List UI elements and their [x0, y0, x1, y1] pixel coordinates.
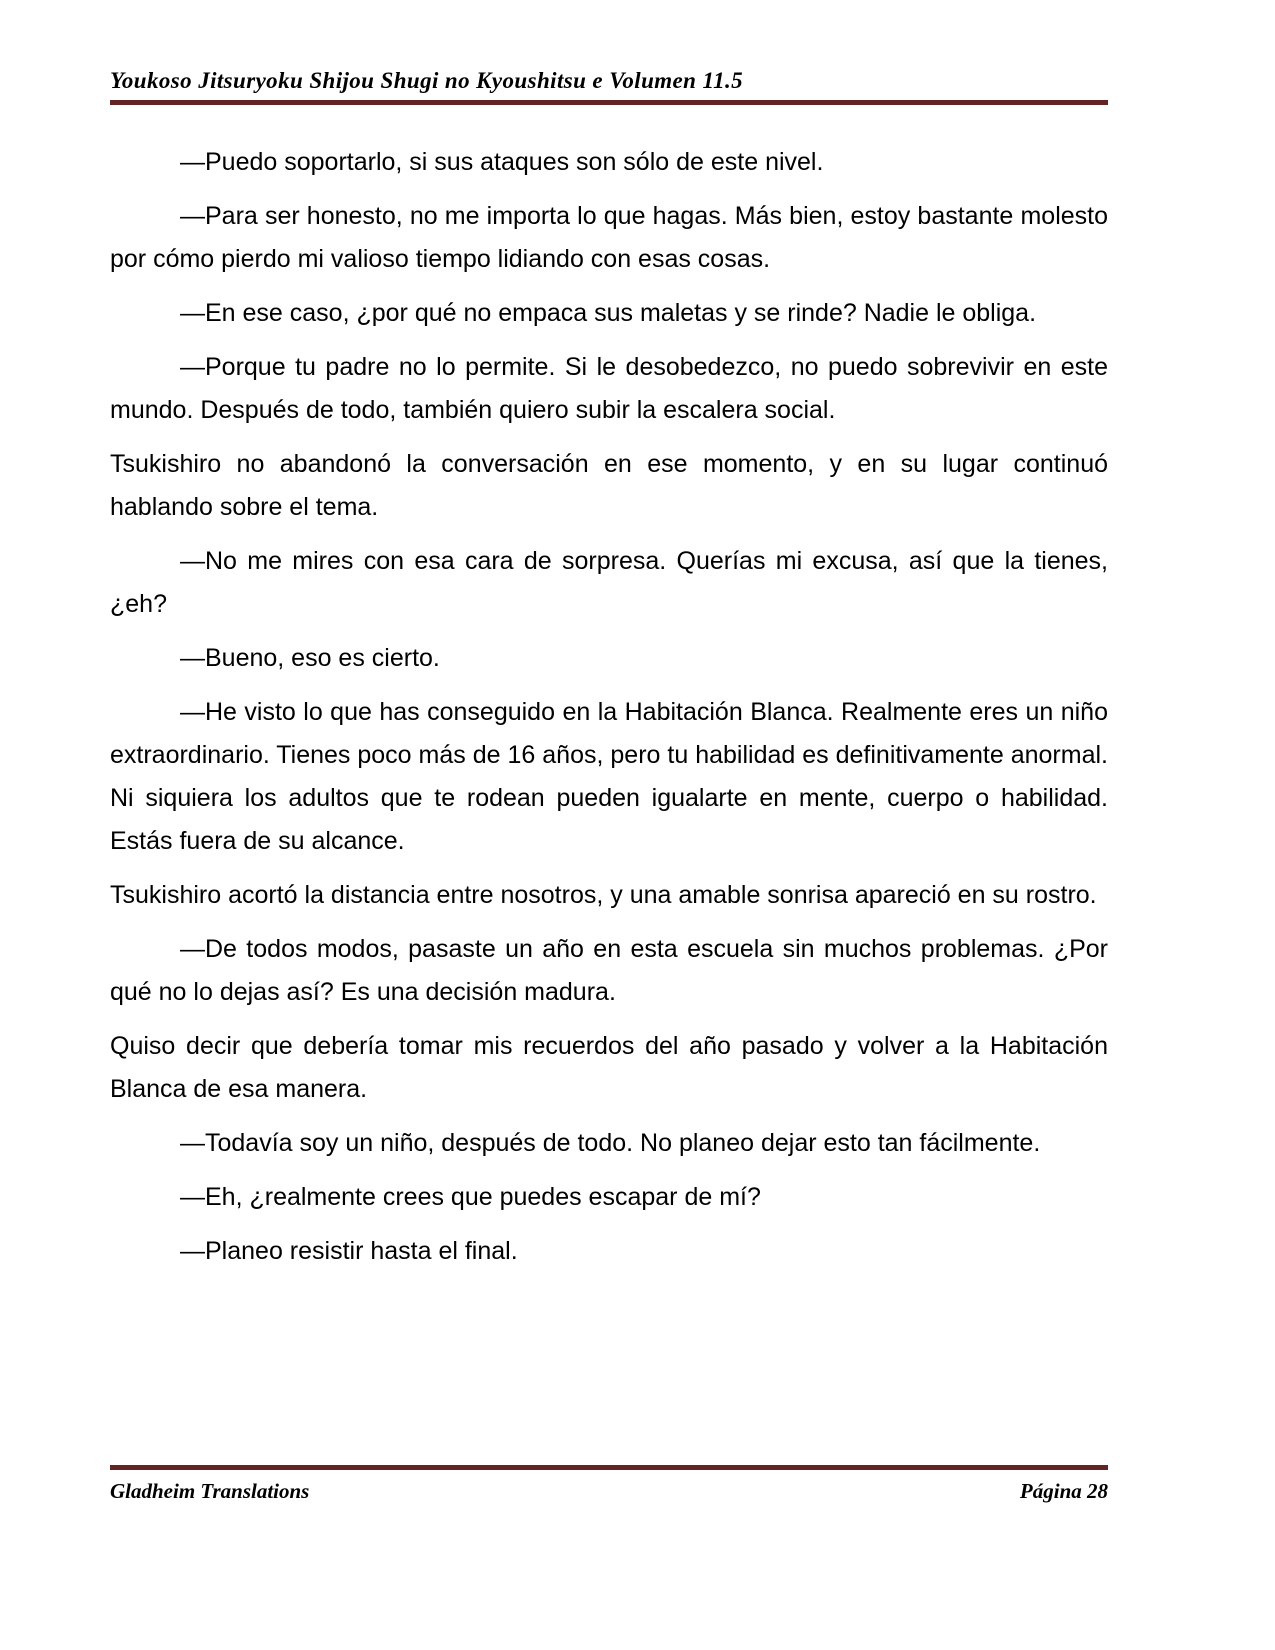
paragraph: —Bueno, eso es cierto.: [180, 644, 440, 672]
page-header: [0, 0, 1275, 105]
paragraph: —Para ser honesto, no me importa lo que hagas. Más bien, estoy bastante molesto por cómo pierdo mi valioso tiempo lidiando con esas cosas.: [110, 202, 1108, 273]
footer-row: [110, 1479, 1108, 1504]
paragraph: Quiso decir que debería tomar mis recuerdos del año pasado y volver a la Habitación Blanca de esa manera.: [110, 1032, 1108, 1103]
paragraph: Tsukishiro acortó la distancia entre nosotros, y una amable sonrisa apareció en su rostro.: [110, 881, 1097, 909]
paragraph: —He visto lo que has conseguido en la Habitación Blanca. Realmente eres un niño extraordinario. Tienes poco más de 16 años, pero tu habilidad es definitivamente anormal. Ni siquiera los adultos que te rodean pueden igualarte en mente, cuerpo o habilidad. Estás fuera de su alcance.: [110, 698, 1108, 855]
paragraph: —Eh, ¿realmente crees que puedes escapar de mí?: [180, 1183, 761, 1211]
paragraph: —No me mires con esa cara de sorpresa. Querías mi excusa, así que la tienes, ¿eh?: [110, 547, 1108, 618]
header-title: Youkoso Jitsuryoku Shijou Shugi no Kyoushitsu e Volumen 11.5: [110, 68, 744, 93]
paragraph: —De todos modos, pasaste un año en esta escuela sin muchos problemas. ¿Por qué no lo dejas así? Es una decisión madura.: [110, 935, 1108, 1006]
paragraph: —Todavía soy un niño, después de todo. No planeo dejar esto tan fácilmente.: [180, 1129, 1041, 1157]
footer-rule: [110, 1465, 1108, 1470]
page-body: [0, 105, 1275, 1273]
paragraph: —En ese caso, ¿por qué no empaca sus maletas y se rinde? Nadie le obliga.: [180, 299, 1037, 327]
paragraph: —Planeo resistir hasta el final.: [180, 1237, 518, 1265]
paragraph: —Puedo soportarlo, si sus ataques son sólo de este nivel.: [180, 148, 824, 176]
paragraph: Tsukishiro no abandonó la conversación en ese momento, y en su lugar continuó hablando sobre el tema.: [110, 450, 1108, 521]
footer-translator-credit: Gladheim Translations: [110, 1479, 310, 1503]
page-footer: [110, 1459, 1108, 1504]
footer-page-number: Página 28: [1019, 1479, 1108, 1503]
paragraph: —Porque tu padre no lo permite. Si le desobedezco, no puedo sobrevivir en este mundo. Después de todo, también quiero subir la escalera social.: [110, 353, 1108, 424]
